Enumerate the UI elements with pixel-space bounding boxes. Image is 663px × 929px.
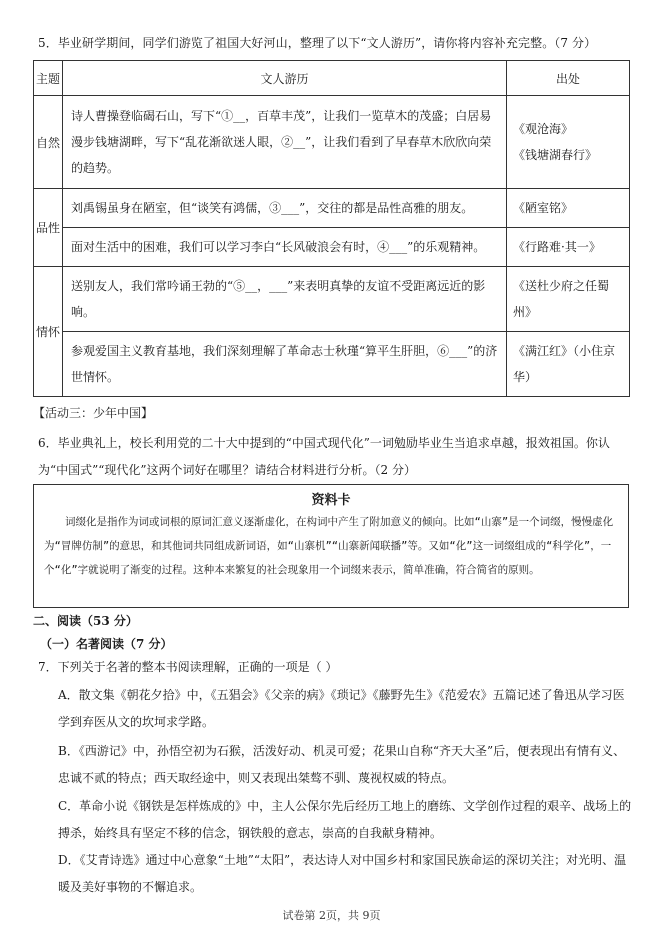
info-card (33, 484, 629, 608)
table-row (34, 228, 630, 267)
content-cell: 面对生活中的困难，我们可以学习李白“长风破浪会有时，④___”的乐观精神。 (63, 228, 507, 267)
table-row (34, 96, 630, 189)
info-card-body: 词缀化是指作为词或词根的原词汇意义逐渐虚化，在构词中产生了附加意义的倾向。比如“山寨”是一个词缀，慢慢虚化为“冒牌仿制”的意思，和其他词共同组成新词语，如“山寨机”“山寨新闻联播”等。又如“化”这一词缀组成的“科学化”，一个“化”字就说明了渐变的过程。这种本来繁复的社会现象用一个词缀来表示，简单准确，符合简省的原则。 (44, 516, 614, 576)
question-5-prompt: 5．毕业研学期间，同学们游览了祖国大好河山，整理了以下“文人游历”，请你将内容补充完整。（7 分） (38, 36, 597, 50)
option-b: B．《西游记》中，孙悟空初为石猴，活泼好动、机灵可爱；花果山自称“齐天大圣”后，便表现出有情有义、忠诚不贰的特点；西天取经途中，则又表现出桀骜不驯、蔑视权威的特点。 (58, 744, 626, 785)
option-d: D．《艾青诗选》通过中心意象“土地”“太阳”，表达诗人对中国乡村和家国民族命运的深切关注；对光明、温暖及美好事物的不懈追求。 (58, 853, 627, 894)
header-content: 文人游历 (63, 61, 507, 96)
source-cell: 《送杜少府之任蜀州》 (507, 267, 630, 332)
source-cell: 《行路难·其一》 (507, 228, 630, 267)
content-cell: 诗人曹操登临碣石山，写下“①__，百草丰茂”，让我们一览草木的茂盛；白居易漫步钱塘湖畔，写下“乱花渐欲迷人眼，②__”，让我们看到了早春草木欣欣向荣的趋势。 (63, 96, 507, 189)
source-cell: 《满江红》（小住京华） (507, 332, 630, 397)
page-footer: 试卷第 2页，共 9页 (282, 909, 381, 922)
content-cell: 刘禹锡虽身在陋室，但“谈笑有鸿儒，③___”，交往的都是品性高雅的朋友。 (63, 189, 507, 228)
option-a: A．散文集《朝花夕拾》中，《五猖会》《父亲的病》《琐记》《藤野先生》《范爱农》五篇记述了鲁迅从学习医学到弃医从文的坎坷求学路。 (58, 688, 625, 729)
source-cell: 《陋室铭》 (507, 189, 630, 228)
question-7-prompt: 7．下列关于名著的整本书阅读理解，正确的一项是（ ） (38, 660, 338, 674)
section-2a-heading: （一）名著阅读（7 分） (40, 637, 173, 651)
option-c: C．革命小说《钢铁是怎样炼成的》中，主人公保尔先后经历工地上的磨练、文学创作过程的艰辛、战场上的搏杀，始终具有坚定不移的信念，钢铁般的意志，崇高的自我献身精神。 (58, 799, 632, 840)
theme-cell: 品性 (34, 189, 63, 267)
section-2-heading: 二、阅读（53 分） (33, 614, 138, 628)
question-6-prompt: 6．毕业典礼上，校长利用党的二十大中提到的“中国式现代化”一词勉励毕业生当追求卓越，报效祖国。你认为“中国式”“现代化”这两个词好在哪里？请结合材料进行分析。（2 分） (38, 436, 610, 477)
source-cell: 《观沧海》 《钱塘湖春行》 (507, 96, 630, 189)
literati-travel-table (33, 60, 630, 397)
header-source: 出处 (507, 61, 630, 96)
table-row (34, 189, 630, 228)
activity-3-heading: 【活动三：少年中国】 (33, 406, 154, 420)
table-row (34, 267, 630, 332)
table-header-row (34, 61, 630, 96)
info-card-title: 资料卡 (311, 493, 351, 508)
table-row (34, 332, 630, 397)
theme-cell: 自然 (34, 96, 63, 189)
header-theme: 主题 (34, 61, 63, 96)
theme-cell: 情怀 (34, 267, 63, 397)
content-cell: 送别友人，我们常吟诵王勃的“⑤__，___”来表明真挚的友谊不受距离远近的影响。 (63, 267, 507, 332)
content-cell: 参观爱国主义教育基地，我们深刻理解了革命志士秋瑾“算平生肝胆，⑥___”的济世情怀。 (63, 332, 507, 397)
